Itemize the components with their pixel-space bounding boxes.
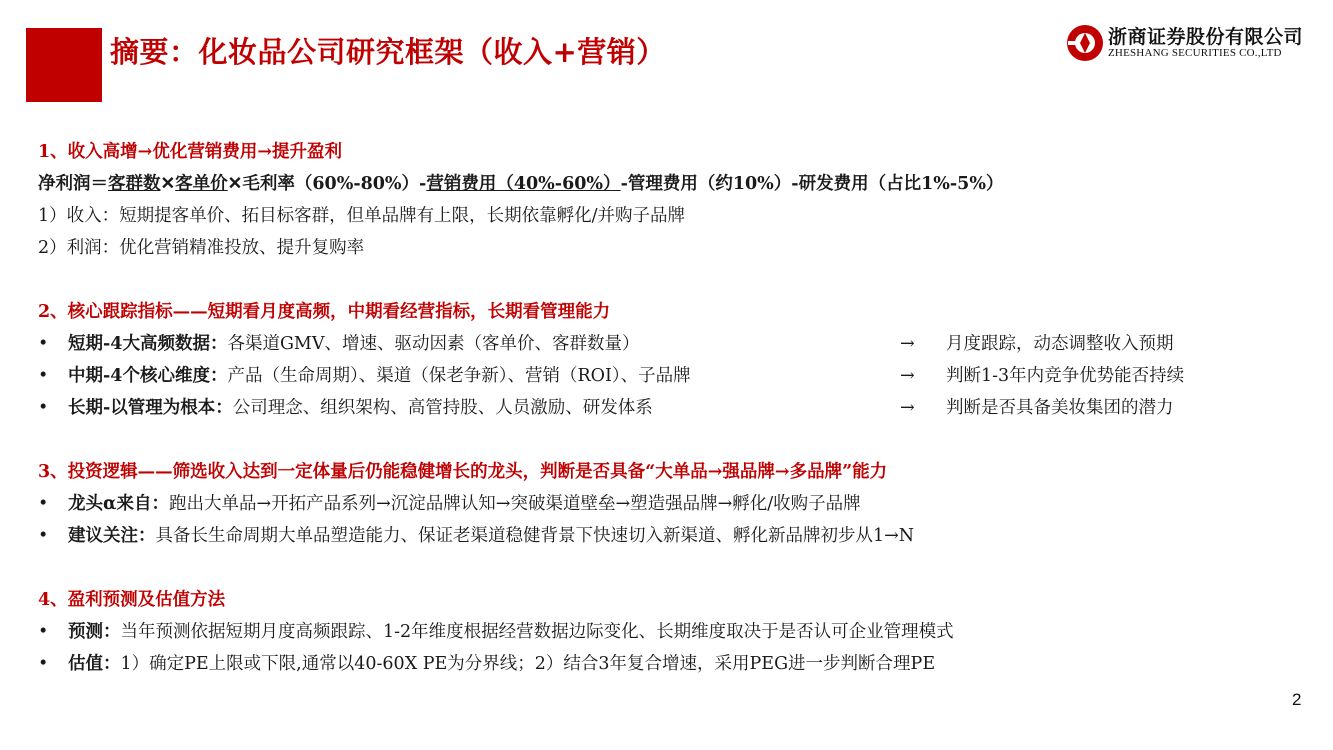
- bullet-icon: •: [38, 494, 49, 514]
- bullet-icon: •: [38, 366, 49, 386]
- list-item: [38, 360, 1308, 392]
- item-label: 估值：: [68, 654, 121, 674]
- section-3-title: 3、投资逻辑——筛选收入达到一定体量后仍能稳健增长的龙头，判断是否具备“大单品→强品牌→多品牌”能力: [38, 462, 888, 482]
- bullet-icon: •: [38, 526, 49, 546]
- formula-price: 客单价: [175, 174, 228, 194]
- slide-title: 摘要：化妆品公司研究框架（收入+营销）: [110, 35, 666, 69]
- zheshang-logo-icon: [1066, 24, 1104, 62]
- formula-prefix: 净利润＝: [38, 174, 108, 194]
- list-item: [38, 392, 1308, 424]
- logo-chinese-name: 浙商证券股份有限公司: [1108, 26, 1304, 48]
- formula-rest-1: ✕毛利率（60%-80%）-: [227, 174, 427, 194]
- item-label: 短期-4大高频数据：: [68, 334, 228, 354]
- item-text: 产品（生命周期）、渠道（保老争新）、营销（ROI）、子品牌: [227, 366, 691, 386]
- list-item: [38, 520, 1308, 552]
- item-text: 具备长生命周期大单品塑造能力、保证老渠道稳健背景下快速切入新渠道、孵化新品牌初步从1→N: [155, 526, 915, 546]
- profit-formula: [38, 168, 1308, 200]
- slide-content: [38, 136, 1308, 680]
- list-item: [38, 328, 1308, 360]
- bullet-icon: •: [38, 398, 49, 418]
- item-label: 龙头α来自：: [68, 494, 169, 514]
- item-label: 长期-以管理为根本：: [68, 398, 233, 418]
- formula-times: ✕: [160, 174, 176, 194]
- list-item: [38, 488, 1308, 520]
- item-label: 预测：: [68, 622, 121, 642]
- bullet-icon: •: [38, 622, 49, 642]
- item-result: 判断1-3年内竞争优势能否持续: [946, 366, 1185, 386]
- list-item: [38, 648, 1308, 680]
- list-item: [38, 616, 1308, 648]
- item-text: 当年预测依据短期月度高频跟踪、1-2年维度根据经营数据边际变化、长期维度取决于是否认可企业管理模式: [120, 622, 954, 642]
- item-text: 1）确定PE上限或下限,通常以40-60X PE为分界线；2）结合3年复合增速，采用PEG进一步判断合理PE: [120, 654, 936, 674]
- item-text: 各渠道GMV、增速、驱动因素（客单价、客群数量）: [227, 334, 640, 354]
- item-text: 跑出大单品→开拓产品系列→沉淀品牌认知→突破渠道壁垒→塑造强品牌→孵化/收购子品牌: [168, 494, 861, 514]
- arrow-icon: →: [900, 398, 915, 418]
- section-4-title: 4、盈利预测及估值方法: [38, 590, 226, 610]
- item-label: 建议关注：: [68, 526, 156, 546]
- section-1-revenue-line: 1）收入：短期提客单价、拓目标客群，但单品牌有上限，长期依靠孵化/并购子品牌: [38, 206, 686, 226]
- page-number: 2: [1292, 690, 1302, 709]
- formula-marketing: 营销费用（40%-60%）: [426, 174, 621, 194]
- corner-accent-block: [26, 28, 102, 102]
- item-label: 中期-4个核心维度：: [68, 366, 228, 386]
- bullet-icon: •: [38, 654, 49, 674]
- formula-customers: 客群数: [108, 174, 161, 194]
- item-result: 判断是否具备美妆集团的潜力: [946, 398, 1174, 418]
- section-2-title: 2、核心跟踪指标——短期看月度高频，中期看经营指标，长期看管理能力: [38, 302, 611, 322]
- item-result: 月度跟踪，动态调整收入预期: [946, 334, 1174, 354]
- bullet-icon: •: [38, 334, 49, 354]
- arrow-icon: →: [900, 366, 915, 386]
- section-1-profit-line: 2）利润：优化营销精准投放、提升复购率: [38, 238, 365, 258]
- item-text: 公司理念、组织架构、高管持股、人员激励、研发体系: [232, 398, 653, 418]
- section-1-title: 1、收入高增→优化营销费用→提升盈利: [38, 142, 343, 162]
- logo-english-name: ZHESHANG SECURITIES CO.,LTD: [1108, 47, 1282, 59]
- company-logo: [1066, 22, 1306, 66]
- formula-rest-2: -管理费用（约10%）-研发费用（占比1%-5%）: [620, 174, 1004, 194]
- arrow-icon: →: [900, 334, 915, 354]
